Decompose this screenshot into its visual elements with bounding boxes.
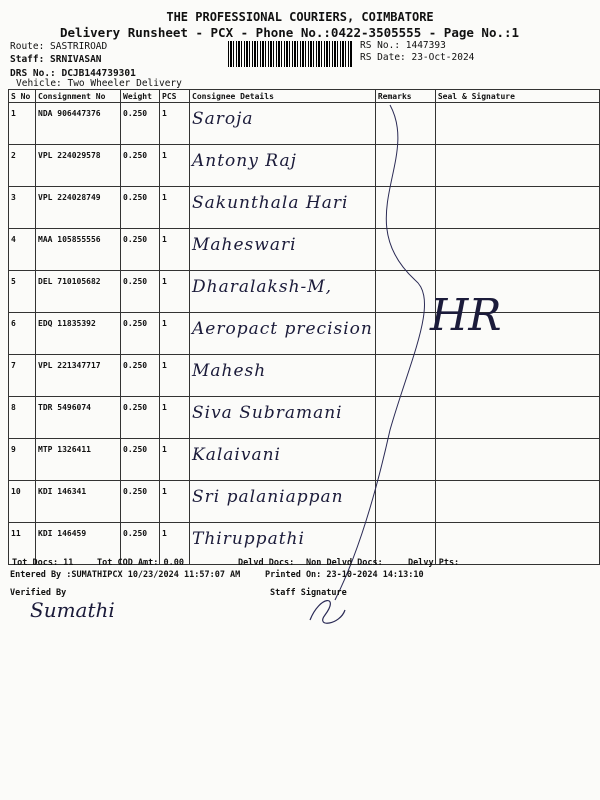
remarks-handwriting: HR [430,290,502,341]
table-row [9,271,600,313]
row-seal-signature [435,145,599,187]
rs-date: RS Date: 23-Oct-2024 [360,52,475,63]
row-pcs: 1 [160,187,190,229]
row-consignment-no: NDA 906447376 [36,103,121,145]
table-row [9,439,600,481]
total-docs: Tot Docs: 11 [12,558,74,568]
row-consignment-no: KDI 146341 [36,481,121,523]
drs-number: DRS No.: DCJB144739301 [10,68,136,79]
row-weight: 0.250 [121,397,160,439]
row-sno: 10 [9,481,36,523]
row-consignment-no: DEL 710105682 [36,271,121,313]
printed-on: Printed On: 23-10-2024 14:13:10 [265,570,424,580]
row-pcs: 1 [160,523,190,565]
row-seal-signature [435,355,599,397]
row-pcs: 1 [160,313,190,355]
row-weight: 0.250 [121,271,160,313]
handwritten-consignee: Kalaivani [192,445,281,465]
row-weight: 0.250 [121,145,160,187]
row-sno: 11 [9,523,36,565]
col-weight: Weight [121,90,160,103]
row-consignment-no: MAA 105855556 [36,229,121,271]
runsheet-title: Delivery Runsheet - PCX - Phone No.:0422-3505555 - Page No.:1 [60,25,520,40]
non-delivered-docs: Non Delvd Docs: [306,558,383,568]
handwritten-consignee: Siva Subramani [192,403,343,423]
row-weight: 0.250 [121,229,160,271]
row-pcs: 1 [160,103,190,145]
handwritten-consignee: Thiruppathi [192,529,305,549]
delivery-scribble [330,100,450,620]
col-seal-signature: Seal & Signature [435,90,599,103]
row-seal-signature [435,439,599,481]
route-label: Route: SASTRIROAD [10,41,108,52]
row-weight: 0.250 [121,523,160,565]
row-weight: 0.250 [121,313,160,355]
row-sno: 5 [9,271,36,313]
row-consignment-no: VPL 224029578 [36,145,121,187]
handwritten-consignee: Sakunthala Hari [192,193,349,213]
row-seal-signature [435,397,599,439]
row-sno: 1 [9,103,36,145]
table-row [9,145,600,187]
row-consignment-no: VPL 224028749 [36,187,121,229]
handwritten-consignee: Maheswari [192,235,297,255]
handwritten-consignee: Saroja [192,109,254,129]
row-sno: 3 [9,187,36,229]
handwritten-consignee: Mahesh [192,361,267,381]
handwritten-consignee: Sri palaniappan [192,487,344,507]
table-header-row [9,90,600,103]
row-sno: 6 [9,313,36,355]
staff-signature-label: Staff Signature [270,588,347,598]
row-consignment-no: KDI 146459 [36,523,121,565]
row-seal-signature [435,523,599,565]
staff-signature-mark [300,590,350,630]
row-pcs: 1 [160,481,190,523]
delivery-points: Delvy Pts: [408,558,460,568]
row-consignment-no: EDQ 11835392 [36,313,121,355]
row-seal-signature [435,229,599,271]
row-seal-signature [435,187,599,229]
table-row [9,481,600,523]
col-consignment: Consignment No [36,90,121,103]
row-weight: 0.250 [121,103,160,145]
barcode [228,41,352,67]
row-pcs: 1 [160,439,190,481]
row-pcs: 1 [160,229,190,271]
rs-number: RS No.: 1447393 [360,40,446,51]
entered-by: Entered By :SUMATHIPCX 10/23/2024 11:57:07 AM [10,570,241,580]
staff-label: Staff: SRNIVASAN [10,54,102,65]
row-pcs: 1 [160,145,190,187]
row-consignment-no: VPL 221347717 [36,355,121,397]
row-sno: 2 [9,145,36,187]
row-sno: 4 [9,229,36,271]
verifier-signature: Sumathi [30,598,115,622]
col-remarks: Remarks [375,90,435,103]
company-title: THE PROFESSIONAL COURIERS, COIMBATORE [166,10,434,24]
table-row [9,355,600,397]
col-consignee: Consignee Details [190,90,376,103]
total-cod-amount: Tot COD Amt: 0.00 [97,558,184,568]
handwritten-consignee: Aeropact precision [192,319,373,339]
table-row [9,397,600,439]
row-weight: 0.250 [121,355,160,397]
row-consignment-no: TDR 5496074 [36,397,121,439]
vehicle-label: Vehicle: Two Wheeler Delivery [16,78,182,89]
handwritten-consignee: Dharalaksh-M, [192,277,333,297]
row-pcs: 1 [160,355,190,397]
table-row [9,103,600,145]
row-seal-signature [435,103,599,145]
delivered-docs: Delvd Docs: [238,558,295,568]
table-row [9,229,600,271]
row-sno: 8 [9,397,36,439]
table-row [9,187,600,229]
row-weight: 0.250 [121,187,160,229]
row-weight: 0.250 [121,481,160,523]
row-pcs: 1 [160,397,190,439]
row-sno: 9 [9,439,36,481]
runsheet-table [8,89,600,565]
row-pcs: 1 [160,271,190,313]
row-weight: 0.250 [121,439,160,481]
col-pcs: PCS [160,90,190,103]
row-seal-signature [435,481,599,523]
verified-by-label: Verified By [10,588,67,598]
table-row [9,313,600,355]
col-sno: S No [9,90,36,103]
row-consignment-no: MTP 1326411 [36,439,121,481]
row-sno: 7 [9,355,36,397]
handwritten-consignee: Antony Raj [192,151,297,171]
